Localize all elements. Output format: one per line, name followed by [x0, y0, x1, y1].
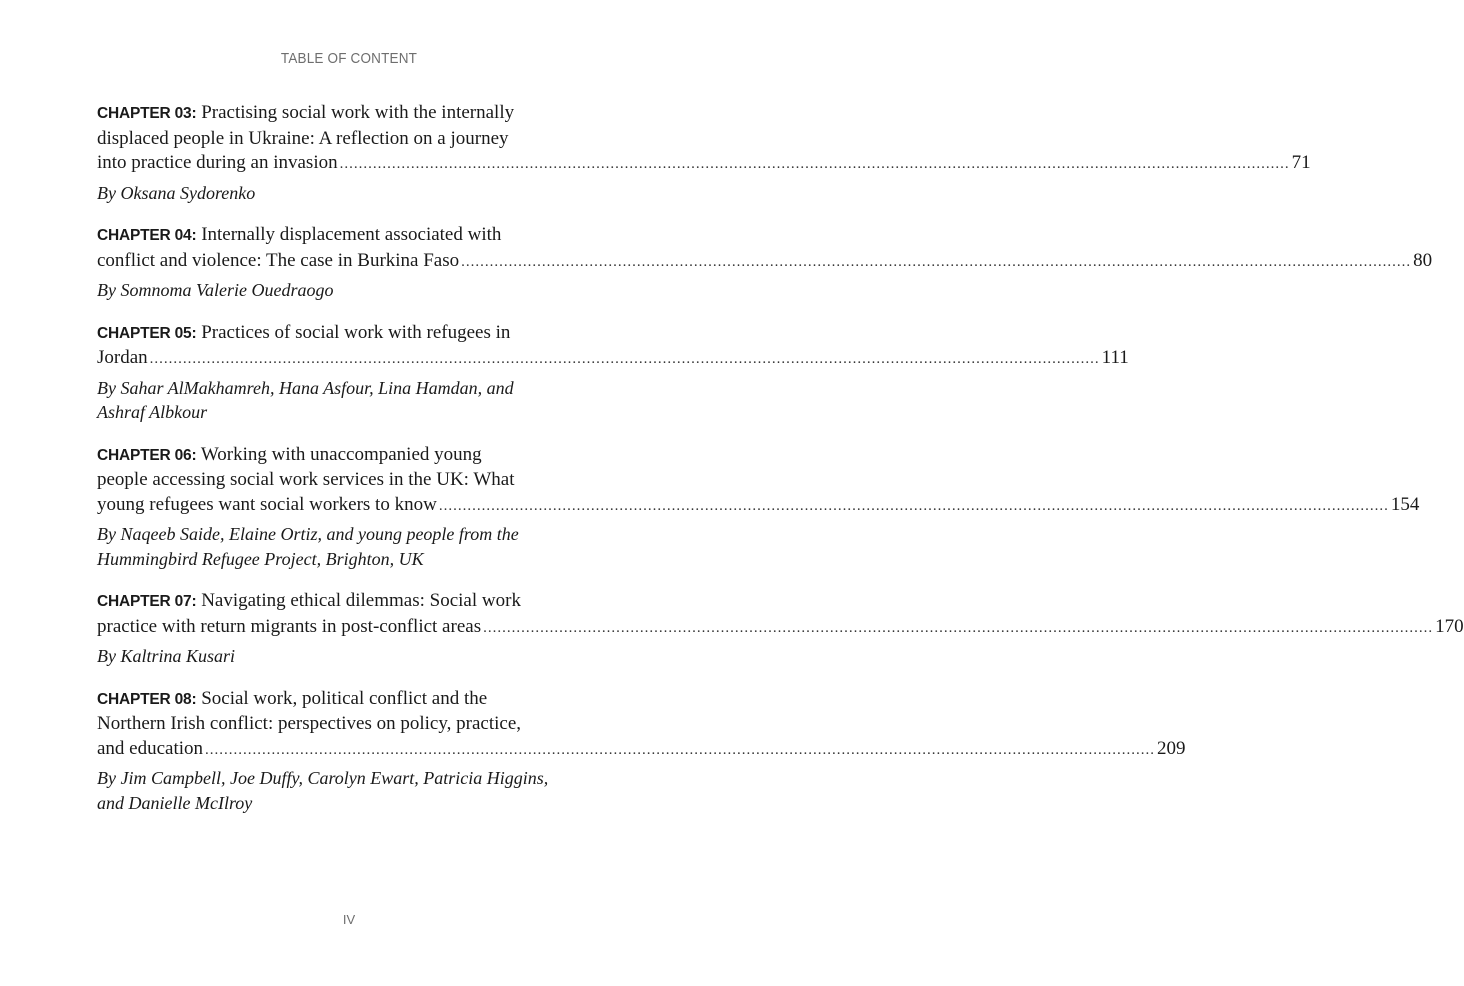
chapter-title [97, 101, 1311, 177]
page-number: 111 [1101, 347, 1129, 368]
title-last-line [97, 346, 1129, 372]
chapter-authors [97, 644, 603, 669]
author-line: and Danielle McIlroy [97, 792, 253, 813]
title-line: and education [97, 737, 204, 759]
chapter-title [97, 321, 1129, 372]
title-line: Social work, political conflict and the [201, 687, 488, 709]
page-number: 80 [1413, 249, 1433, 271]
title-last-line [97, 615, 1464, 641]
chapter-authors [97, 376, 603, 425]
title-line: practice with return migrants in post-conflict areas [97, 615, 482, 637]
toc-entry-chapter-04[interactable] [97, 223, 1433, 303]
author-line: By Oksana Sydorenko [97, 182, 256, 203]
chapter-title [97, 687, 1186, 763]
page-number: 209 [1157, 737, 1186, 759]
toc-entry-chapter-03[interactable] [97, 101, 1311, 205]
chapter-authors [97, 181, 603, 206]
title-line: Practices of social work with refugees in [201, 321, 511, 343]
chapter-title [97, 589, 1464, 640]
table-of-contents [97, 101, 1464, 833]
page-number: 170 [1435, 615, 1464, 637]
toc-entry-chapter-06[interactable] [97, 443, 1420, 572]
chapter-number: CHAPTER 03: [97, 105, 197, 122]
author-line: By Sahar AlMakhamreh, Hana Asfour, Lina Hamdan, and [97, 377, 514, 398]
title-line: Jordan [97, 347, 148, 368]
title-line: Working with unaccompanied young [200, 443, 482, 465]
title-line: displaced people in Ukraine: A reflection on a journey [97, 127, 509, 149]
title-line: Northern Irish conflict: perspectives on policy, practice, [97, 713, 522, 734]
title-line: people accessing social work services in the UK: What [97, 469, 515, 490]
dot-leader: ........................................................................................................................................................................................................ [205, 741, 1156, 758]
chapter-number: CHAPTER 05: [97, 324, 197, 342]
author-line: Ashraf Albkour [97, 402, 208, 422]
title-line: young refugees want social workers to know [97, 493, 437, 515]
title-last-line [97, 151, 1311, 177]
author-line: By Somnoma Valerie Ouedraogo [97, 280, 334, 300]
title-line: Internally displacement associated with [201, 224, 502, 245]
author-line: By Naqeeb Saide, Elaine Ortiz, and young people from the [97, 524, 519, 544]
dot-leader: ........................................................................................................................................................................................................ [339, 156, 1290, 172]
page-title: TABLE OF CONTENT [280, 50, 418, 67]
dot-leader: ........................................................................................................................................................................................................ [461, 253, 1412, 270]
dot-leader: ........................................................................................................................................................................................................ [438, 497, 1389, 514]
title-line: conflict and violence: The case in Burkina Faso [97, 249, 460, 271]
title-last-line [97, 737, 1186, 763]
chapter-number: CHAPTER 07: [97, 593, 197, 610]
chapter-number: CHAPTER 08: [97, 690, 197, 708]
title-last-line [97, 493, 1420, 519]
dot-leader: ........................................................................................................................................................................................................ [483, 619, 1434, 636]
chapter-title [97, 443, 1420, 519]
chapter-number: CHAPTER 06: [97, 446, 197, 464]
page-number-footer: IV [342, 912, 356, 927]
chapter-title [97, 223, 1433, 274]
page-number: 154 [1390, 493, 1420, 515]
toc-entry-chapter-07[interactable] [97, 589, 1464, 669]
toc-entry-chapter-05[interactable] [97, 321, 1129, 425]
chapter-authors [97, 522, 603, 571]
chapter-number: CHAPTER 04: [97, 227, 197, 244]
toc-entry-chapter-08[interactable] [97, 687, 1186, 816]
title-line: Navigating ethical dilemmas: Social work [201, 590, 521, 611]
author-line: By Jim Campbell, Joe Duffy, Carolyn Ewart, Patricia Higgins, [97, 768, 549, 788]
title-line: into practice during an invasion [97, 152, 338, 173]
title-last-line [97, 249, 1433, 275]
author-line: By Kaltrina Kusari [97, 646, 236, 666]
title-line: Practising social work with the internally [201, 102, 515, 123]
dot-leader: ........................................................................................................................................................................................................ [149, 351, 1100, 367]
chapter-authors [97, 766, 603, 815]
chapter-authors [97, 278, 603, 303]
page-number: 71 [1291, 152, 1311, 173]
author-line: Hummingbird Refugee Project, Brighton, UK [97, 548, 424, 569]
